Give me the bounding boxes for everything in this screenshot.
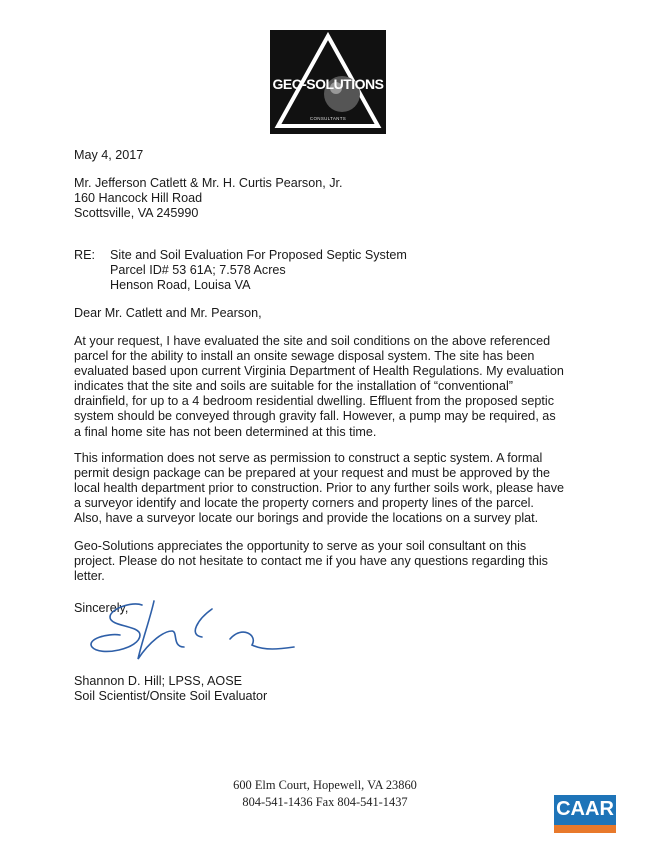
signer-name: Shannon D. Hill; LPSS, AOSE [74, 674, 243, 688]
paragraph-line: letter. [74, 569, 105, 584]
caar-badge-text: CAAR [556, 798, 614, 820]
paragraph-line: system should be conveyed through gravity fall. However, a pump may be required, as [74, 409, 556, 424]
paragraph-line: drainfield, for up to a 4 bedroom residential dwelling. Effluent from the proposed septic [74, 394, 555, 409]
paragraph-line: project. Please do not hesitate to contact me if you have any questions regarding this [74, 554, 548, 569]
signature-graphic [80, 595, 310, 680]
salutation: Dear Mr. Catlett and Mr. Pearson, [74, 306, 262, 320]
paragraph-line: local health department prior to construction. Prior to any further soils work, please have [74, 481, 565, 496]
paragraph-closing [74, 539, 574, 584]
paragraph-line: indicates that the site and soils are suitable for the installation of “conventional” [74, 379, 513, 394]
paragraph-line: evaluated based upon current Virginia Department of Health Regulations. My evaluation [74, 364, 564, 379]
closing: Sincerely, [74, 601, 129, 615]
re-line: Site and Soil Evaluation For Proposed Septic System [110, 248, 407, 262]
paragraph-line: a surveyor identify and locate the property corners and property lines of the parcel. [74, 496, 534, 511]
paragraph-line: At your request, I have evaluated the site and soil conditions on the above referenced [74, 334, 551, 348]
re-label: RE: [74, 248, 95, 262]
footer-address: 600 Elm Court, Hopewell, VA 23860 [233, 778, 417, 792]
paragraph-line: permit design package can be prepared at your request and must be approved by the [74, 466, 551, 481]
letter-date: May 4, 2017 [74, 148, 144, 162]
paragraph-evaluation [74, 334, 574, 440]
paragraph-line: a final home site has not been determined at this time. [74, 424, 377, 439]
paragraph-line: This information does not serve as permission to construct a septic system. A formal [74, 451, 543, 465]
recipient-line: Scottsville, VA 245990 [74, 206, 199, 220]
company-logo [270, 30, 386, 134]
caar-badge-tagline-bar [554, 825, 616, 833]
signer-title: Soil Scientist/Onsite Soil Evaluator [74, 689, 268, 703]
paragraph-line: Also, have a surveyor locate our borings and provide the locations on a survey plat. [74, 511, 539, 526]
re-line: Parcel ID# 53 61A; 7.578 Acres [110, 263, 286, 277]
re-line: Henson Road, Louisa VA [110, 278, 251, 292]
paragraph-line: parcel for the ability to install an onsite sewage disposal system. The site has been [74, 349, 535, 364]
footer-phones: 804-541-1436 Fax 804-541-1437 [242, 795, 408, 809]
logo-bottom-text: CONSULTANTS [309, 116, 347, 121]
caar-badge [554, 795, 616, 833]
logo-name: GEO-SOLUTIONS [272, 76, 384, 92]
recipient-line: 160 Hancock Hill Road [74, 191, 203, 205]
paragraph-line: Geo-Solutions appreciates the opportunity to serve as your soil consultant on this [74, 539, 527, 553]
paragraph-permission [74, 451, 574, 526]
recipient-line: Mr. Jefferson Catlett & Mr. H. Curtis Pearson, Jr. [74, 176, 343, 190]
